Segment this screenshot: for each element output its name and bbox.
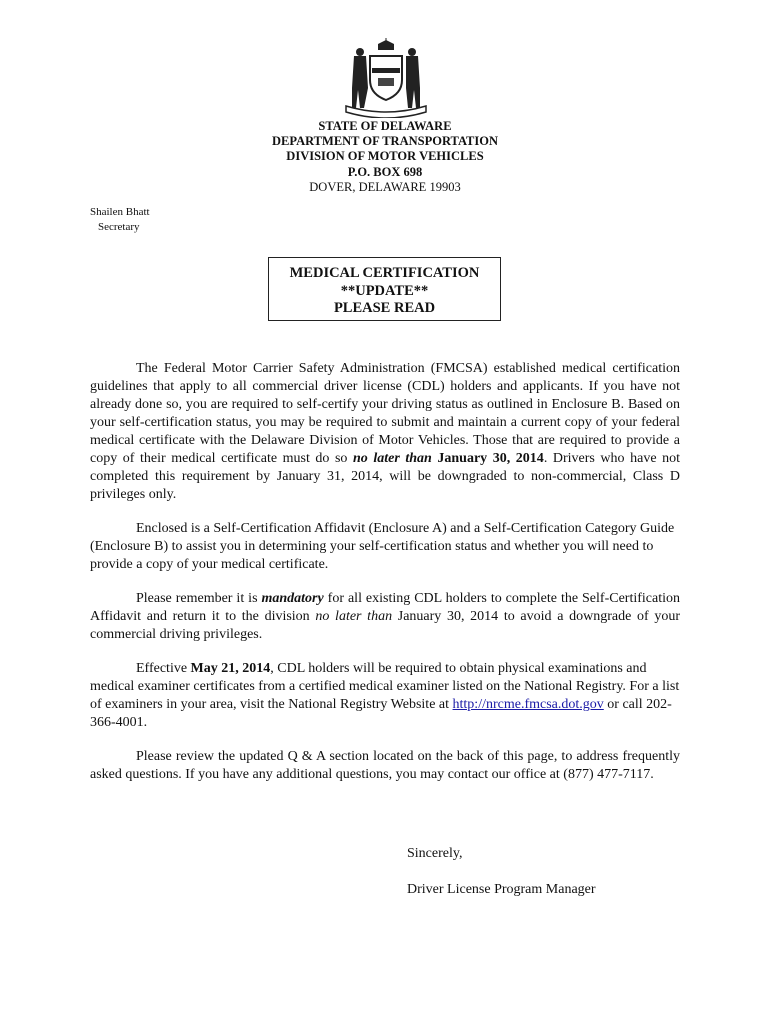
notice-please-read: PLEASE READ: [333, 300, 436, 316]
emphasis-text: mandatory: [261, 591, 324, 606]
paragraph-text: Please remember it is: [136, 591, 262, 606]
italic-text: no later than: [315, 609, 393, 624]
paragraph-qa: Please review the updated Q & A section located on the back of this page, to address frequently asked questions. If you have any additional questions, you may contact our office at (877) 477-7117.: [90, 749, 680, 782]
notice-update: **UPDATE**: [340, 282, 429, 299]
paragraph-mandatory: [90, 590, 680, 644]
paragraph-effective: [90, 660, 680, 732]
division-name: DIVISION OF MOTOR VEHICLES: [286, 149, 484, 164]
paragraph-enclosures: Enclosed is a Self-Certification Affidavit (Enclosure A) and a Self-Certification Category Guide (Enclosure B) to assist you in determining your self-certification status and whether you will need to provide a copy of your medical certificate.: [90, 521, 675, 572]
state-name: STATE OF DELAWARE: [318, 119, 452, 133]
department-name: DEPARTMENT OF TRANSPORTATION: [272, 134, 498, 149]
letter-body: [90, 360, 680, 800]
deadline-date: January 30, 2014: [437, 451, 544, 466]
paragraph-text: or call 202-366-4001.: [90, 697, 672, 730]
notice-box: [268, 257, 501, 321]
signature-title: Driver License Program Manager: [407, 882, 596, 897]
secretary-block: [90, 205, 150, 234]
national-registry-link[interactable]: http://nrcme.fmcsa.dot.gov: [452, 697, 604, 712]
paragraph-fmcsa: [90, 360, 680, 504]
paragraph-text: , CDL holders will be required to obtain physical examinations and medical examiner certificates from a certified medical examiner listed on the National Registry. For a list of examiners in your area, visit the National Registry Website at: [90, 661, 680, 712]
effective-date: May 21, 2014: [190, 661, 271, 676]
emphasis-text: no later than: [352, 451, 432, 466]
notice-title: MEDICAL CERTIFICATION: [289, 265, 480, 281]
paragraph-text: January 30, 2014 to avoid a downgrade of your commercial driving privileges.: [90, 609, 680, 642]
paragraph-text: The Federal Motor Carrier Safety Administration (FMCSA) established medical certification guidelines that apply to all commercial driver license (CDL) holders and applicants. If you have not already done so, you are required to self-certify your driving status as outlined in Enclosure B. Based on your self-certification status, you may be required to submit and maintain a current copy of your federal medical certificate with the Delaware Division of Motor Vehicles. Those that are required to provide a copy of their medical certificate must do so: [90, 361, 680, 466]
secretary-title: Secretary: [98, 220, 140, 233]
paragraph-text: for all existing CDL holders to complete the Self-Certification Affidavit and return it to the division: [90, 591, 680, 624]
paragraph-text: Effective: [136, 661, 191, 676]
closing-block: [407, 845, 596, 899]
po-box: P.O. BOX 698: [347, 164, 423, 179]
city-address: DOVER, DELAWARE 19903: [309, 179, 461, 194]
paragraph-text: . Drivers who have not completed this requirement by January 31, 2014, will be downgraded to non-commercial, Class D privileges only.: [90, 451, 680, 502]
salutation: Sincerely,: [407, 846, 463, 861]
secretary-name: Shailen Bhatt: [90, 206, 150, 218]
letterhead: [200, 119, 570, 195]
delaware-state-seal-icon: [340, 38, 432, 118]
